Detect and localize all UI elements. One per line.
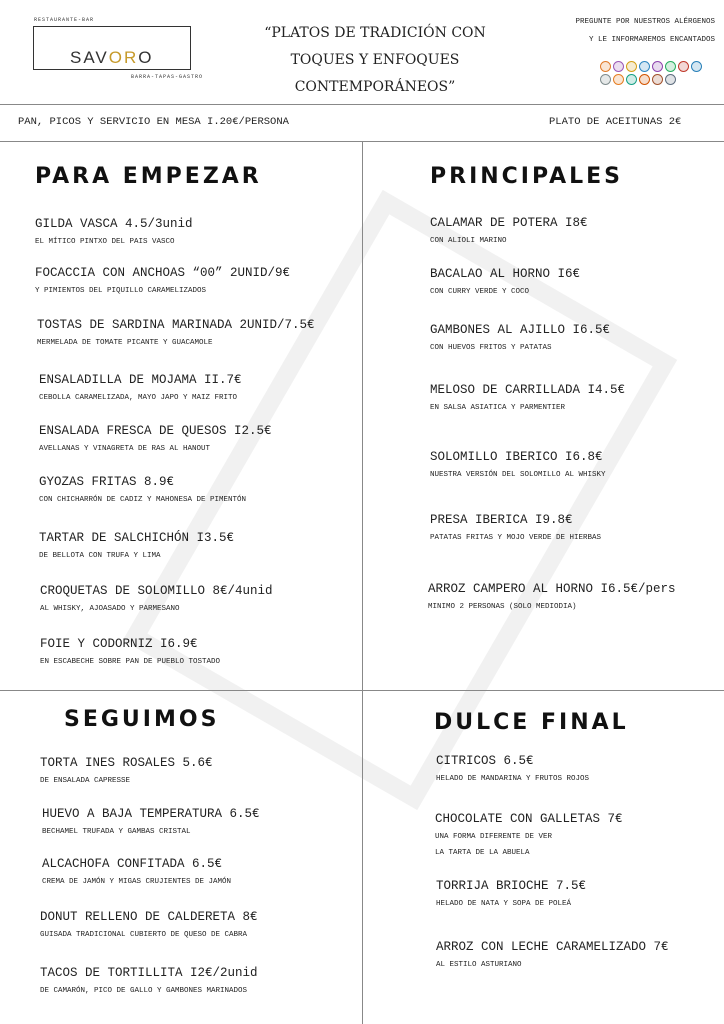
menu-item	[40, 910, 258, 942]
allergen-line: PREGUNTE POR NUESTROS ALÉRGENOS	[575, 18, 715, 26]
allergen-icon	[678, 61, 689, 72]
menu-item	[430, 450, 606, 482]
menu-item-name: GILDA VASCA 4.5/3unid	[35, 217, 193, 231]
allergen-icon	[639, 61, 650, 72]
menu-item	[40, 637, 220, 669]
menu-item-name: TARTAR DE SALCHICHÓN I3.5€	[39, 531, 235, 545]
menu-item-name: ARROZ CAMPERO AL HORNO I6.5€/pers	[428, 582, 676, 596]
logo-accent: OR	[108, 48, 139, 67]
menu-item-description: DE BELLOTA CON TRUFA Y LIMA	[39, 552, 161, 560]
logo-top-text: RESTAURANTE-BAR	[34, 17, 95, 23]
logo-part: O	[138, 48, 154, 67]
menu-item-description: CREMA DE JAMÓN Y MIGAS CRUJIENTES DE JAMÓN	[42, 878, 232, 886]
menu-item-description: EN ESCABECHE SOBRE PAN DE PUEBLO TOSTADO	[40, 658, 221, 666]
menu-item	[37, 318, 315, 350]
menu-item-description: CEBOLLA CARAMELIZADA, MAYO JAPO Y MAIZ FRITO	[39, 394, 238, 402]
menu-item-description: AL ESTILO ASTURIANO	[436, 961, 522, 969]
menu-item-name: SOLOMILLO IBERICO I6.8€	[430, 450, 603, 464]
service-charge: PAN, PICOS Y SERVICIO EN MESA I.20€/PERSONA	[18, 116, 289, 128]
menu-item	[42, 857, 231, 889]
menu-item-description: PATATAS FRITAS Y MOJO VERDE DE HIERBAS	[430, 534, 602, 542]
allergen-icon	[691, 61, 702, 72]
allergen-icon	[613, 74, 624, 85]
divider	[0, 104, 724, 105]
menu-item	[40, 584, 273, 616]
menu-item	[40, 966, 258, 998]
menu-item	[40, 756, 213, 788]
allergen-icon	[652, 61, 663, 72]
menu-item-description: CON ALIOLI MARINO	[430, 237, 507, 245]
menu-item-name: HUEVO A BAJA TEMPERATURA 6.5€	[42, 807, 260, 821]
allergen-icon	[652, 74, 663, 85]
section-title-dulce-final: DULCE FINAL	[434, 710, 629, 735]
menu-item-description: AL WHISKY, AJOASADO Y PARMESANO	[40, 605, 180, 613]
allergen-icon	[665, 61, 676, 72]
menu-item-name: TORTA INES ROSALES 5.6€	[40, 756, 213, 770]
menu-item-name: TACOS DE TORTILLITA I2€/2unid	[40, 966, 258, 980]
menu-item-description: EN SALSA ASIATICA Y PARMENTIER	[430, 404, 566, 412]
menu-item	[436, 940, 669, 972]
menu-item-description: LA TARTA DE LA ABUELA	[435, 849, 530, 857]
menu-item-description: CON HUEVOS FRITOS Y PATATAS	[430, 344, 552, 352]
tagline-line: “PLATOS DE TRADICIÓN CON	[264, 25, 486, 41]
menu-item-name: FOCACCIA CON ANCHOAS “00” 2UNID/9€	[35, 266, 291, 280]
menu-item-name: GYOZAS FRITAS 8.9€	[39, 475, 175, 489]
menu-item-name: PRESA IBERICA I9.8€	[430, 513, 573, 527]
column-divider	[362, 141, 363, 1024]
allergen-icon	[613, 61, 624, 72]
menu-item-description: HELADO DE NATA Y SOPA DE POLEÁ	[436, 900, 572, 908]
menu-item-description: BECHAMEL TRUFADA Y GAMBAS CRISTAL	[42, 828, 191, 836]
menu-item-description: UNA FORMA DIFERENTE DE VER	[435, 833, 553, 841]
allergen-icon	[626, 74, 637, 85]
allergen-icon	[600, 74, 611, 85]
menu-item-name: MELOSO DE CARRILLADA I4.5€	[430, 383, 626, 397]
menu-item-name: TORRIJA BRIOCHE 7.5€	[436, 879, 587, 893]
menu-item-name: CALAMAR DE POTERA I8€	[430, 216, 588, 230]
section-title-principales: PRINCIPALES	[430, 164, 624, 189]
menu-item-name: CHOCOLATE CON GALLETAS 7€	[435, 812, 623, 826]
menu-item-description: AVELLANAS Y VINAGRETA DE RAS AL HANOUT	[39, 445, 211, 453]
menu-item-name: BACALAO AL HORNO I6€	[430, 267, 581, 281]
menu-item-name: ENSALADILLA DE MOJAMA II.7€	[39, 373, 242, 387]
menu-item	[39, 424, 272, 456]
menu-item-name: FOIE Y CODORNIZ I6.9€	[40, 637, 198, 651]
menu-item-description: CON CURRY VERDE Y COCO	[430, 288, 530, 296]
divider	[0, 690, 724, 691]
menu-item	[39, 531, 234, 563]
menu-item	[436, 879, 586, 911]
menu-item-description: HELADO DE MANDARINA Y FRUTOS ROJOS	[436, 775, 590, 783]
menu-item-description: DE ENSALADA CAPRESSE	[40, 777, 131, 785]
allergen-icon	[600, 61, 611, 72]
menu-item	[430, 513, 601, 545]
tagline-line: CONTEMPORÁNEOS”	[294, 79, 456, 95]
logo	[70, 48, 154, 68]
allergen-icon	[665, 74, 676, 85]
menu-item	[430, 267, 580, 299]
allergen-icon	[639, 74, 650, 85]
olives-price: PLATO DE ACEITUNAS 2€	[549, 116, 682, 128]
menu-item-name: TOSTAS DE SARDINA MARINADA 2UNID/7.5€	[37, 318, 315, 332]
menu-item	[435, 812, 623, 860]
menu-item-name: ENSALADA FRESCA DE QUESOS I2.5€	[39, 424, 272, 438]
menu-item-description: MERMELADA DE TOMATE PICANTE Y GUACAMOLE	[37, 339, 213, 347]
logo-subtitle: BARRA-TAPAS-GASTRO	[131, 74, 204, 80]
section-title-para-empezar: PARA EMPEZAR	[35, 164, 262, 189]
menu-item	[436, 754, 589, 786]
menu-item	[39, 475, 246, 507]
menu-item	[428, 582, 676, 614]
tagline-line: TOQUES Y ENFOQUES	[290, 52, 460, 68]
menu-item	[35, 266, 290, 298]
menu-item-description: CON CHICHARRÓN DE CADIZ Y MAHONESA DE PIMENTÓN	[39, 496, 247, 504]
allergen-icon	[626, 61, 637, 72]
menu-item-name: ARROZ CON LECHE CARAMELIZADO 7€	[436, 940, 669, 954]
menu-item-name: ALCACHOFA CONFITADA 6.5€	[42, 857, 223, 871]
menu-item-description: EL MÍTICO PINTXO DEL PAIS VASCO	[35, 238, 175, 246]
section-title-seguimos: SEGUIMOS	[64, 707, 220, 732]
menu-item-description: DE CAMARÓN, PICO DE GALLO Y GAMBONES MARINADOS	[40, 987, 248, 995]
menu-item-name: GAMBONES AL AJILLO I6.5€	[430, 323, 611, 337]
menu-item-name: CITRICOS 6.5€	[436, 754, 534, 768]
menu-item	[430, 323, 610, 355]
menu-item	[35, 217, 193, 249]
menu-item	[430, 216, 588, 248]
menu-item	[42, 807, 260, 839]
menu-item-description: MINIMO 2 PERSONAS (SOLO MEDIODIA)	[428, 603, 577, 611]
allergen-notice	[545, 13, 715, 49]
menu-item-name: DONUT RELLENO DE CALDERETA 8€	[40, 910, 258, 924]
allergen-line: Y LE INFORMAREMOS ENCANTADOS	[588, 36, 715, 44]
menu-item	[430, 383, 625, 415]
logo-part: SAV	[70, 48, 109, 67]
menu-item-description: GUISADA TRADICIONAL CUBIERTO DE QUESO DE CABRA	[40, 931, 248, 939]
allergen-icons	[600, 61, 704, 85]
menu-item	[39, 373, 242, 405]
menu-item-name: CROQUETAS DE SOLOMILLO 8€/4unid	[40, 584, 273, 598]
tagline	[250, 20, 500, 101]
menu-item-description: Y PIMIENTOS DEL PIQUILLO CARAMELIZADOS	[35, 287, 207, 295]
menu-item-description: NUESTRA VERSIÓN DEL SOLOMILLO AL WHISKY	[430, 471, 606, 479]
